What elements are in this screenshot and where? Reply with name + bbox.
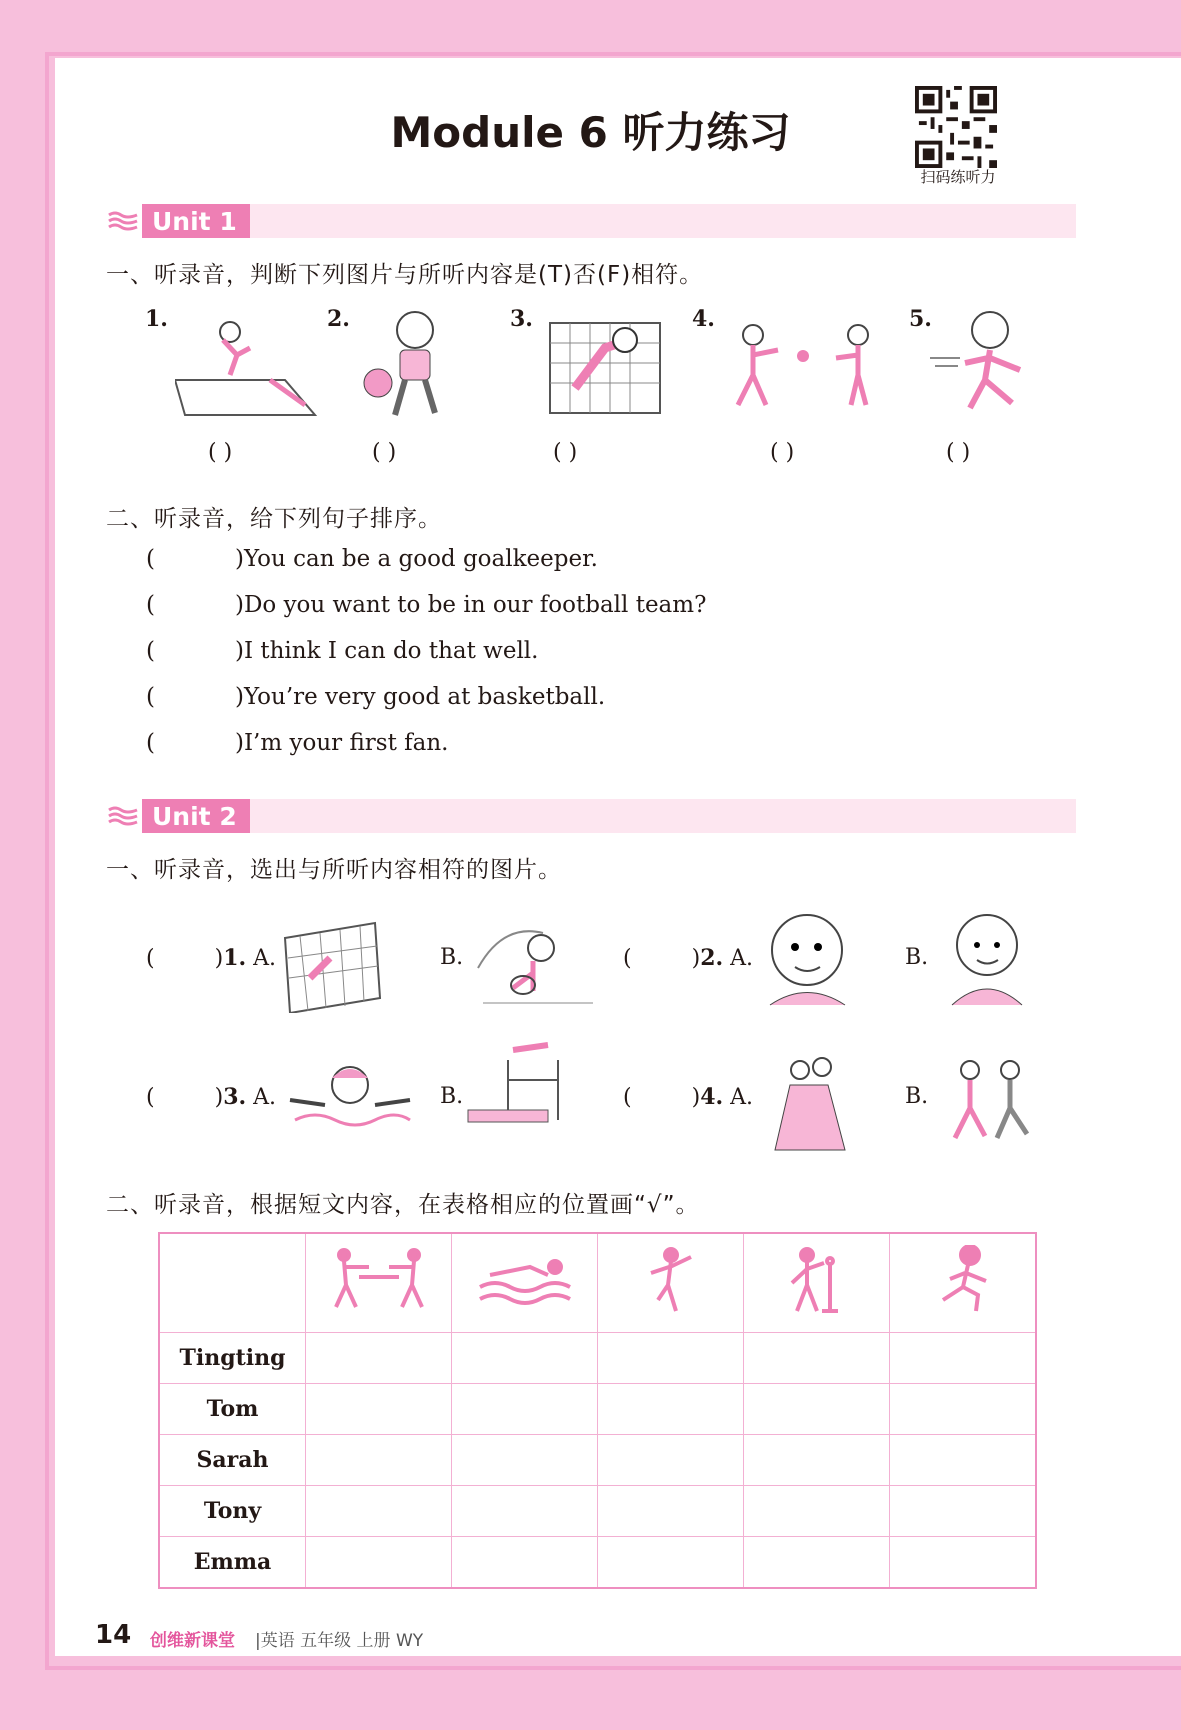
unit1-q2-heading: 二、听录音，给下列句子排序。 <box>106 506 442 532</box>
activity-table <box>158 1232 1037 1589</box>
boy-guitar-picture <box>473 913 598 1013</box>
singing-icon <box>744 1233 890 1333</box>
girl-running-picture <box>930 308 1045 423</box>
qr-label: 扫码练听力 <box>920 168 996 186</box>
row-name-1: Tingting <box>159 1333 306 1384</box>
table-tennis-kids-picture <box>718 320 878 415</box>
qr-code-icon <box>915 86 997 168</box>
footer-info: |英语 五年级 上册 WY <box>255 1631 424 1651</box>
answer-cell[interactable] <box>452 1486 598 1537</box>
sentence-3: ( )I think I can do that well. <box>146 638 539 664</box>
answer-cell[interactable] <box>890 1333 1037 1384</box>
girl-diving-picture <box>175 310 320 420</box>
u1-answer-paren-5[interactable]: ( ) <box>946 440 971 465</box>
goalkeeper-net-picture <box>280 918 390 1013</box>
answer-cell[interactable] <box>598 1486 744 1537</box>
goalkeeper-picture <box>545 318 665 418</box>
u1-number-3: 3. <box>510 306 533 332</box>
sentence-2: ( )Do you want to be in our football team? <box>146 592 707 618</box>
answer-cell[interactable] <box>744 1333 890 1384</box>
answer-cell[interactable] <box>452 1435 598 1486</box>
u2-item-1-b: B. <box>440 945 464 970</box>
answer-cell[interactable] <box>452 1384 598 1435</box>
answer-cell[interactable] <box>598 1384 744 1435</box>
unit2-label: Unit 2 <box>152 801 237 831</box>
running-icon <box>890 1233 1037 1333</box>
answer-cell[interactable] <box>306 1384 452 1435</box>
unit2-tag <box>104 799 250 833</box>
answer-cell[interactable] <box>744 1486 890 1537</box>
answer-cell[interactable] <box>598 1537 744 1589</box>
table-corner-cell <box>159 1233 306 1333</box>
u2-item-3: ( )3. A. <box>146 1084 277 1110</box>
u1-number-4: 4. <box>692 306 715 332</box>
u2-item-1: ( )1. A. <box>146 945 277 971</box>
sentence-5: ( )I’m your first fan. <box>146 730 449 756</box>
u1-answer-paren-2[interactable]: ( ) <box>372 440 397 465</box>
high-jump-picture <box>463 1040 563 1130</box>
page-number: 14 <box>95 1620 132 1650</box>
u2-item-4: ( )4. A. <box>623 1084 754 1110</box>
answer-cell[interactable] <box>890 1435 1037 1486</box>
unit1-label: Unit 1 <box>152 206 237 236</box>
waves-icon <box>104 204 142 238</box>
runners-picture <box>935 1058 1045 1143</box>
answer-cell[interactable] <box>744 1435 890 1486</box>
answer-cell[interactable] <box>452 1537 598 1589</box>
dancers-picture <box>760 1055 860 1155</box>
u1-answer-paren-1[interactable]: ( ) <box>208 440 233 465</box>
answer-cell[interactable] <box>890 1384 1037 1435</box>
answer-cell[interactable] <box>452 1333 598 1384</box>
unit2-q1-heading: 一、听录音，选出与所听内容相符的图片。 <box>106 857 562 883</box>
swimmer-picture <box>285 1060 415 1135</box>
sentence-4: ( )You’re very good at basketball. <box>146 684 606 710</box>
answer-cell[interactable] <box>744 1537 890 1589</box>
page-title: Module 6 听力练习 <box>390 108 791 157</box>
answer-cell[interactable] <box>744 1384 890 1435</box>
unit2-bar <box>104 799 1076 833</box>
u2-item-2-b: B. <box>905 945 929 970</box>
u1-number-1: 1. <box>145 306 168 332</box>
answer-cell[interactable] <box>890 1486 1037 1537</box>
answer-cell[interactable] <box>598 1333 744 1384</box>
grandpa-picture <box>760 905 855 1010</box>
answer-cell[interactable] <box>306 1537 452 1589</box>
u2-item-3-b: B. <box>440 1084 464 1109</box>
unit2-q2-heading: 二、听录音，根据短文内容，在表格相应的位置画“√”。 <box>106 1192 700 1218</box>
row-name-4: Tony <box>159 1486 306 1537</box>
answer-cell[interactable] <box>306 1435 452 1486</box>
dancing-icon <box>598 1233 744 1333</box>
u2-item-2: ( )2. A. <box>623 945 754 971</box>
footer-brand: 创维新课堂 <box>150 1631 235 1651</box>
table-tennis-icon <box>306 1233 452 1333</box>
u1-answer-paren-3[interactable]: ( ) <box>553 440 578 465</box>
unit1-tag <box>104 204 250 238</box>
answer-cell[interactable] <box>306 1333 452 1384</box>
sentence-1: ( )You can be a good goalkeeper. <box>146 546 598 572</box>
answer-cell[interactable] <box>598 1435 744 1486</box>
u1-number-2: 2. <box>327 306 350 332</box>
row-name-5: Emma <box>159 1537 306 1589</box>
unit1-bar <box>104 204 1076 238</box>
u1-answer-paren-4[interactable]: ( ) <box>770 440 795 465</box>
answer-cell[interactable] <box>306 1486 452 1537</box>
row-name-2: Tom <box>159 1384 306 1435</box>
row-name-3: Sarah <box>159 1435 306 1486</box>
grandma-picture <box>940 905 1035 1010</box>
swimming-icon <box>452 1233 598 1333</box>
boy-basketball-picture <box>360 305 455 425</box>
u2-item-4-b: B. <box>905 1084 929 1109</box>
answer-cell[interactable] <box>890 1537 1037 1589</box>
waves-icon <box>104 799 142 833</box>
unit1-q1-heading: 一、听录音，判断下列图片与所听内容是(T)否(F)相符。 <box>106 262 704 288</box>
u1-number-5: 5. <box>909 306 932 332</box>
